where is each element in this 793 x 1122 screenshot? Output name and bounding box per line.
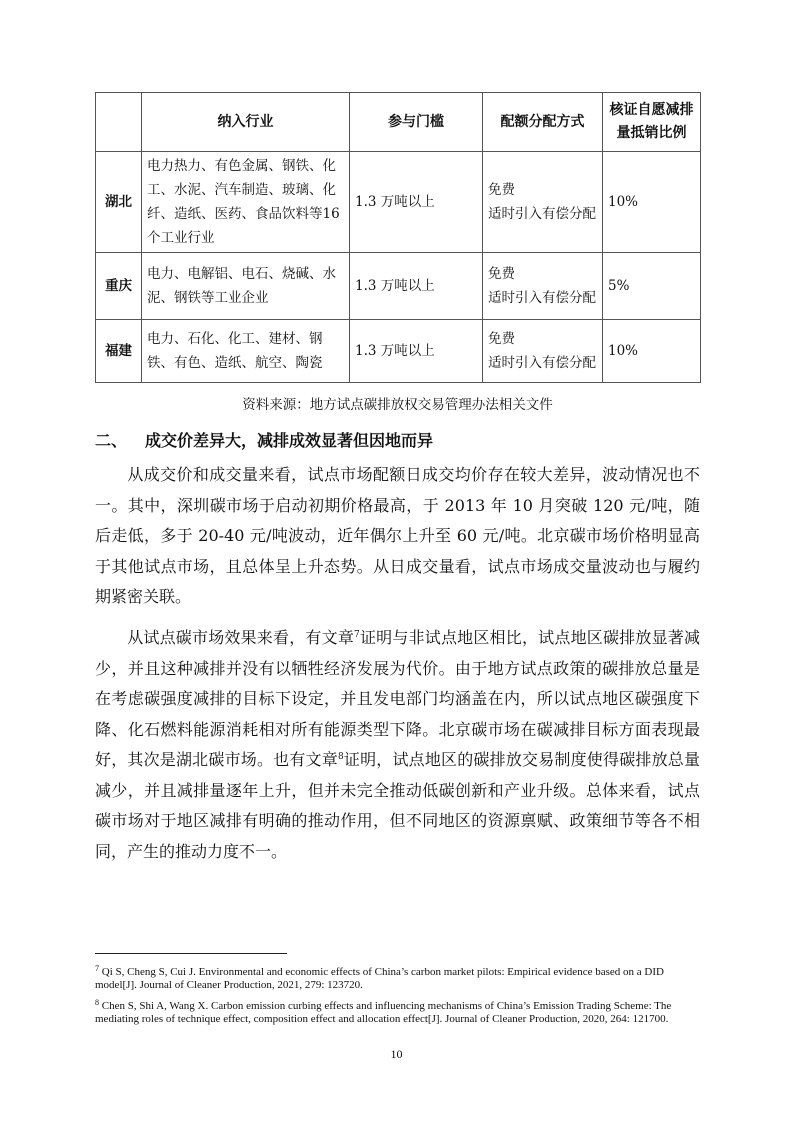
allocation-cell	[483, 152, 603, 253]
footnote-divider	[95, 953, 287, 954]
pilot-policy-table	[95, 92, 701, 383]
page-number: 10	[390, 1047, 403, 1061]
header-threshold: 参与门槛	[350, 93, 483, 152]
region-cell: 福建	[96, 320, 142, 383]
allocation-line-1: 免费	[488, 266, 515, 282]
table-row	[96, 253, 701, 320]
footnote-ref-7[interactable]: 7	[354, 630, 360, 640]
header-allocation: 配额分配方式	[483, 93, 603, 152]
paragraph-2-text-a: 从试点碳市场效果来看，有文章	[127, 628, 355, 647]
table-row	[96, 320, 701, 383]
table-header-row	[96, 93, 701, 152]
allocation-line-2: 适时引入有偿分配	[488, 206, 596, 222]
threshold-cell: 1.3 万吨以上	[350, 253, 483, 320]
threshold-cell: 1.3 万吨以上	[350, 152, 483, 253]
allocation-cell	[483, 320, 603, 383]
paragraph-2-text-c: 证明，试点地区的碳排放交易制度使得碳排放总量减少，并且减排量逐年上升，但并未完全推动低碳创新和产业升级。总体来看，试点碳市场对于地区减排有明确的推动作用，但不同地区的资源禀赋、政策细节等各不相同，产生的推动力度不一。	[95, 750, 700, 861]
footnote-mark: 7	[95, 964, 99, 973]
header-region	[96, 93, 142, 152]
body-paragraph-1	[95, 460, 700, 613]
threshold-cell: 1.3 万吨以上	[350, 320, 483, 383]
industries-cell: 电力、电解铝、电石、烧碱、水泥、钢铁等工业企业	[142, 253, 350, 320]
paragraph-1-text: 从成交价和成交量来看，试点市场配额日成交均价存在较大差异，波动情况也不一。其中，深圳碳市场于启动初期价格最高，于 2013 年 10 月突破 120 元/吨，随后走低，多于 20-40 元/吨波动，近年偶尔上升至 60 元/吨。北京碳市场价格明显高于其他试点市场，且总体呈上升态势。从日成交量看，试点市场成交量波动也与履约期紧密关联。	[95, 465, 700, 606]
body-paragraph-2	[95, 623, 700, 867]
footnote-8	[95, 1000, 700, 1026]
allocation-line-1: 免费	[488, 182, 515, 198]
region-cell: 重庆	[96, 253, 142, 320]
footnote-7	[95, 966, 700, 992]
footnote-mark: 8	[95, 998, 99, 1007]
paragraph-2-text-b: 证明与非试点地区相比，试点地区碳排放显著减少，并且这种减排并没有以牺牲经济发展为代价。由于地方试点政策的碳排放总量是在考虑碳强度减排的目标下设定，并且发电部门均涵盖在内，所以试点地区碳强度下降、化石燃料能源消耗相对所有能源类型下降。北京碳市场在碳减排目标方面表现最好，其次是湖北碳市场。也有文章	[95, 628, 700, 769]
table-source-note: 资料来源：地方试点碳排放权交易管理办法相关文件	[242, 397, 553, 413]
table-row	[96, 152, 701, 253]
section-number: 二、	[95, 431, 128, 450]
footnote-text: Chen S, Shi A, Wang X. Carbon emission curbing effects and influencing mechanisms of China’s Emission Trading Scheme: The mediating roles of technique effect, composition effect and allocation effect[J]. Journal of Cleaner Production, 2020, 264: 121700.	[95, 1000, 672, 1025]
industries-cell: 电力、石化、化工、建材、钢铁、有色、造纸、航空、陶瓷	[142, 320, 350, 383]
industries-cell: 电力热力、有色金属、钢铁、化工、水泥、汽车制造、玻璃、化纤、造纸、医药、食品饮料等16个工业行业	[142, 152, 350, 253]
offset-ratio-cell: 5%	[603, 253, 701, 320]
region-cell: 湖北	[96, 152, 142, 253]
section-heading	[95, 428, 433, 454]
header-offset-ratio: 核证自愿减排量抵销比例	[603, 93, 701, 152]
offset-ratio-cell: 10%	[603, 152, 701, 253]
offset-ratio-cell: 10%	[603, 320, 701, 383]
footnote-ref-8[interactable]: 8	[337, 752, 344, 762]
section-title: 成交价差异大，减排成效显著但因地而异	[145, 431, 434, 450]
allocation-line-2: 适时引入有偿分配	[488, 290, 596, 306]
header-industries: 纳入行业	[142, 93, 350, 152]
allocation-cell	[483, 253, 603, 320]
allocation-line-1: 免费	[488, 331, 515, 347]
allocation-line-2: 适时引入有偿分配	[488, 355, 596, 371]
footnote-text: Qi S, Cheng S, Cui J. Environmental and economic effects of China’s carbon market pilots: Empirical evidence based on a DID model[J]. Journal of Cleaner Production, 2021, 279: 123720.	[95, 966, 664, 991]
